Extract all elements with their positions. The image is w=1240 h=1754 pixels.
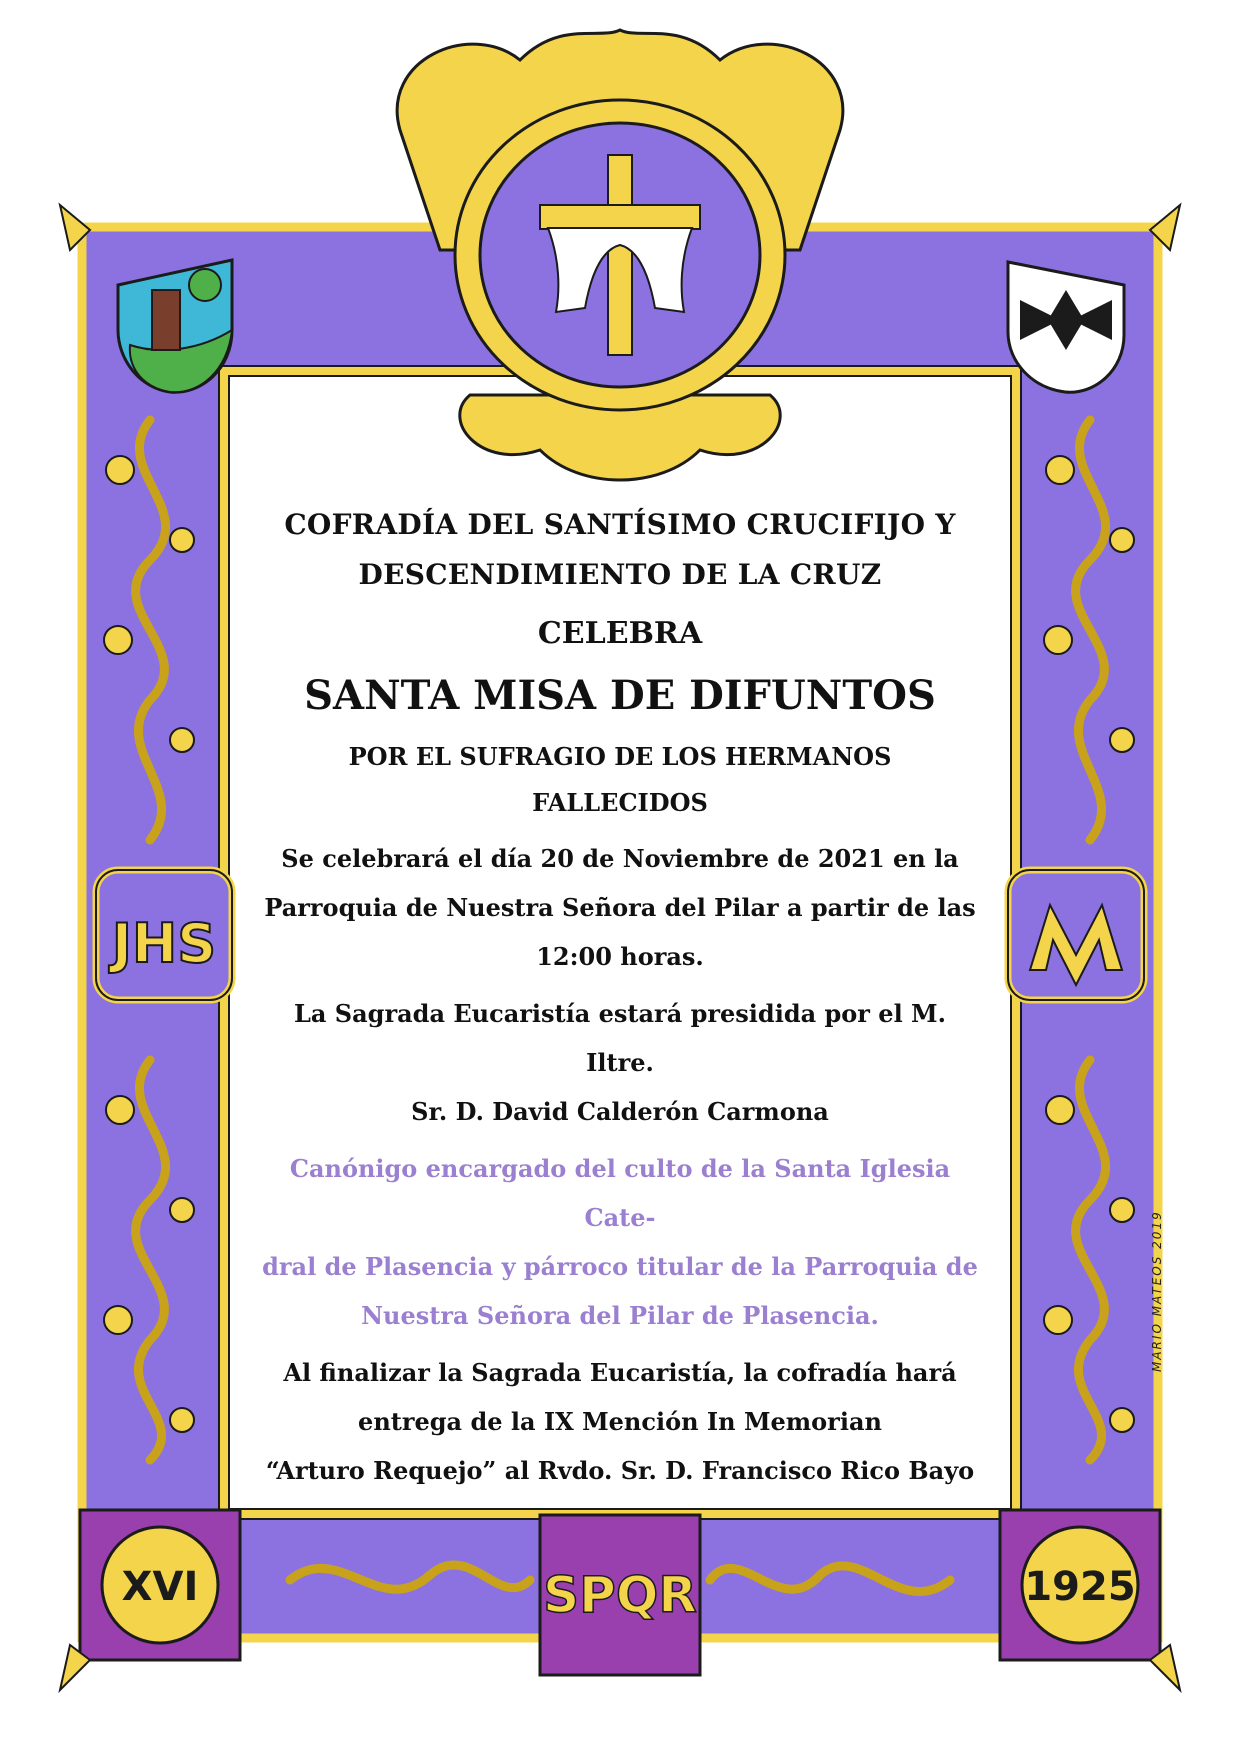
bottom-right-medallion <box>1000 1510 1160 1660</box>
date-line-3: 12:00 horas. <box>536 942 704 971</box>
canon-line-1: Canónigo encargado del culto de la Santa Iglesia Cate- <box>289 1154 951 1232</box>
dominican-cross-shield-icon <box>1008 262 1124 392</box>
misa-heading: SANTA MISA DE DIFUNTOS <box>304 672 936 719</box>
canon-line-3: Nuestra Señora del Pilar de Plasencia. <box>361 1301 879 1330</box>
top-crest <box>397 30 843 480</box>
svg-text:XVI: XVI <box>121 1564 199 1610</box>
date-line-1: Se celebrará el día 20 de Noviembre de 2021 en la <box>281 844 959 873</box>
canon-line-2: dral de Plasencia y párroco titular de la Parroquia de <box>262 1252 978 1281</box>
sufragio-line-2: FALLECIDOS <box>532 788 708 817</box>
presided-line-1: La Sagrada Eucaristía estará presidida por el M. Iltre. <box>294 999 946 1077</box>
date-line-2: Parroquia de Nuestra Señora del Pilar a partir de las <box>264 893 976 922</box>
artist-signature: MARIO MATEOS 2019 <box>1150 1210 1164 1372</box>
jhs-monogram: JHS <box>111 912 217 975</box>
bottom-center-medallion <box>540 1515 700 1675</box>
svg-text:1925: 1925 <box>1024 1564 1136 1610</box>
award-line-3: “Arturo Requejo” al Rvdo. Sr. D. Francisco Rico Bayo <box>265 1456 975 1485</box>
celebra-heading: CELEBRA <box>537 616 703 651</box>
award-line-2: entrega de la IX Mención In Memorian <box>358 1407 882 1436</box>
svg-text:SPQR: SPQR <box>543 1566 697 1624</box>
title-line-2: DESCENDIMIENTO DE LA CRUZ <box>358 558 882 591</box>
invitation-text <box>262 500 978 1495</box>
left-monogram-cartouche <box>96 870 232 1000</box>
castle-tree-shield-icon <box>118 260 232 392</box>
bottom-left-medallion <box>80 1510 240 1660</box>
title-line-1: COFRADÍA DEL SANTÍSIMO CRUCIFIJO Y <box>284 508 956 541</box>
right-monogram-cartouche <box>1008 870 1144 1000</box>
sufragio-line-1: POR EL SUFRAGIO DE LOS HERMANOS <box>348 742 892 771</box>
award-line-1: Al finalizar la Sagrada Eucaristía, la cofradía hará <box>283 1358 957 1387</box>
presided-line-2: Sr. D. David Calderón Carmona <box>411 1097 829 1126</box>
